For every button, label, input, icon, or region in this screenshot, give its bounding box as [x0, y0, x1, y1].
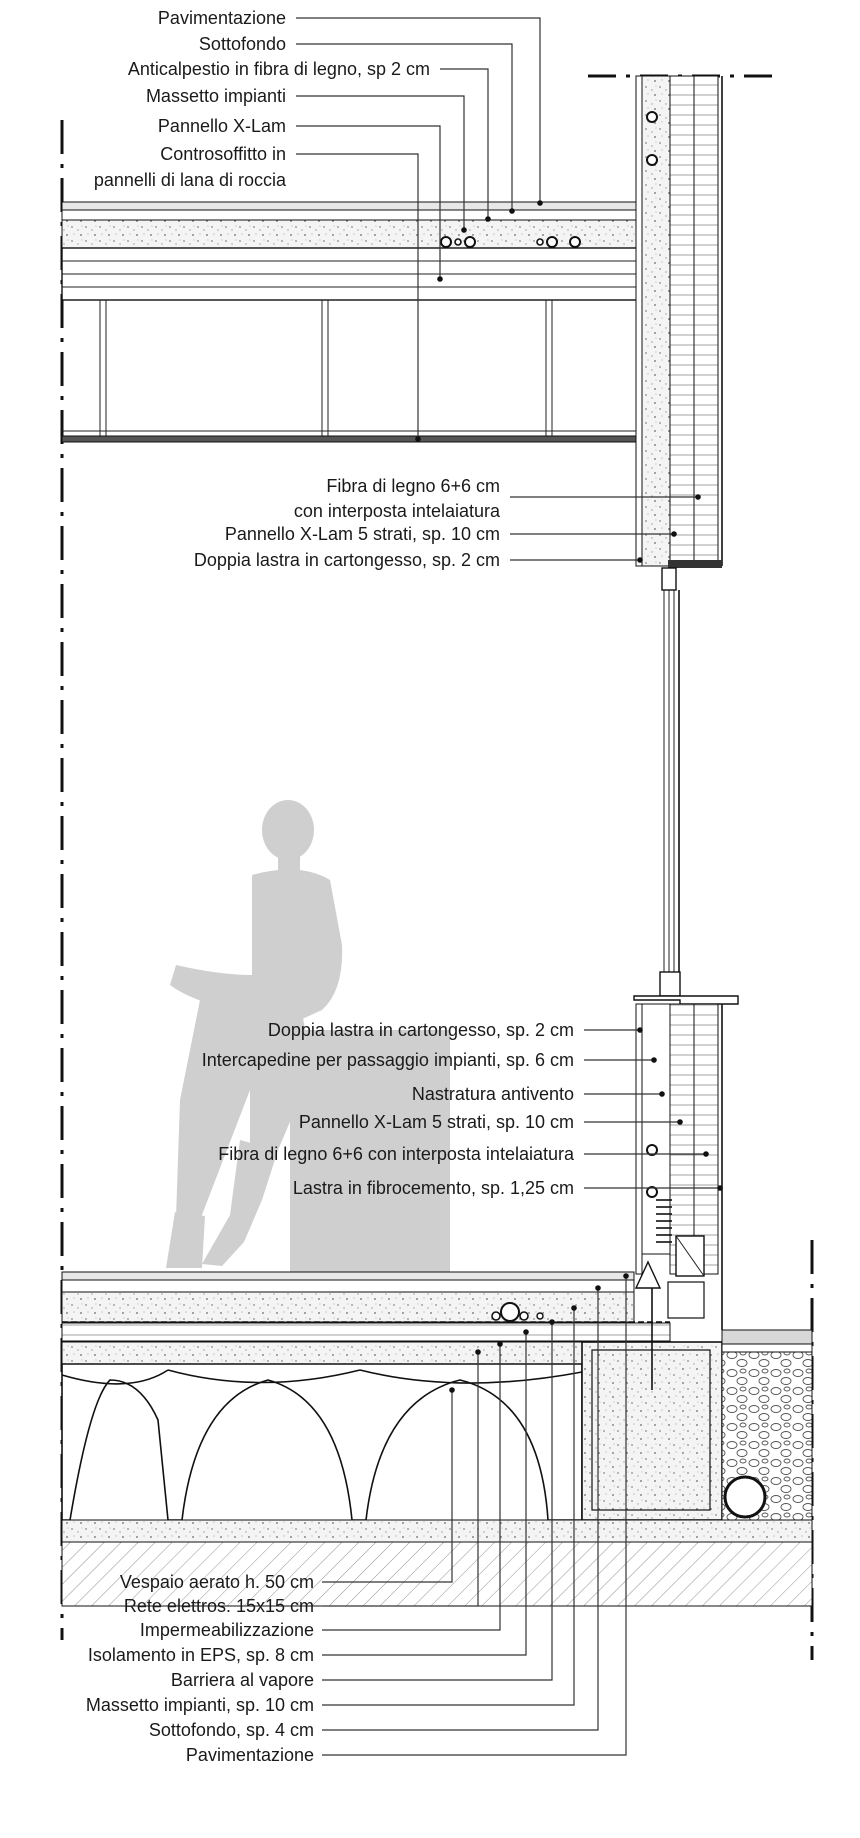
- label-massetto-impianti-bottom: Massetto impianti, sp. 10 cm: [85, 1695, 314, 1715]
- label-pavimentazione-bottom: Pavimentazione: [185, 1745, 314, 1765]
- label-barriera-vapore: Barriera al vapore: [170, 1670, 314, 1690]
- label-impermeabilizzazione: Impermeabilizzazione: [139, 1620, 314, 1640]
- label-isolamento-eps: Isolamento in EPS, sp. 8 cm: [87, 1645, 314, 1665]
- label-controsoffitto-line2: pannelli di lana di roccia: [93, 170, 286, 190]
- window-glazing: [634, 568, 738, 1004]
- ground-floor-slab: [62, 1262, 812, 1606]
- label-cartongesso-lower: Doppia lastra in cartongesso, sp. 2 cm: [267, 1020, 574, 1040]
- label-fibra-legno-upper-line1: Fibra di legno 6+6 cm: [326, 476, 500, 496]
- label-pannello-xlam-top: Pannello X-Lam: [157, 116, 286, 136]
- label-anticalpestio: Anticalpestio in fibra di legno, sp 2 cm: [127, 59, 430, 79]
- label-pavimentazione-top: Pavimentazione: [157, 8, 286, 28]
- exterior-wall-upper: [636, 76, 722, 568]
- label-intercapedine: Intercapedine per passaggio impianti, sp. 6 cm: [201, 1050, 574, 1070]
- label-sottofondo-bottom: Sottofondo, sp. 4 cm: [148, 1720, 314, 1740]
- label-xlam-upper: Pannello X-Lam 5 strati, sp. 10 cm: [224, 524, 500, 544]
- label-fibrocemento: Lastra in fibrocemento, sp. 1,25 cm: [292, 1178, 574, 1198]
- label-massetto-impianti-top: Massetto impianti: [145, 86, 286, 106]
- label-sottofondo-top: Sottofondo: [198, 34, 286, 54]
- label-vespaio: Vespaio aerato h. 50 cm: [119, 1572, 314, 1592]
- label-cartongesso-upper: Doppia lastra in cartongesso, sp. 2 cm: [193, 550, 500, 570]
- label-fibra-legno-lower: Fibra di legno 6+6 con interposta intelaiatura: [218, 1144, 574, 1164]
- label-controsoffitto-line1: Controsoffitto in: [160, 144, 286, 164]
- upper-floor-slab: [62, 202, 642, 442]
- labels-top: [94, 8, 430, 190]
- labels-wall-upper: [194, 476, 501, 570]
- label-nastratura: Nastratura antivento: [411, 1084, 574, 1104]
- label-xlam-lower: Pannello X-Lam 5 strati, sp. 10 cm: [298, 1112, 574, 1132]
- label-fibra-legno-upper-line2: con interposta intelaiatura: [293, 501, 500, 521]
- label-rete-elettrosaldata: Rete elettros. 15x15 cm: [123, 1596, 314, 1616]
